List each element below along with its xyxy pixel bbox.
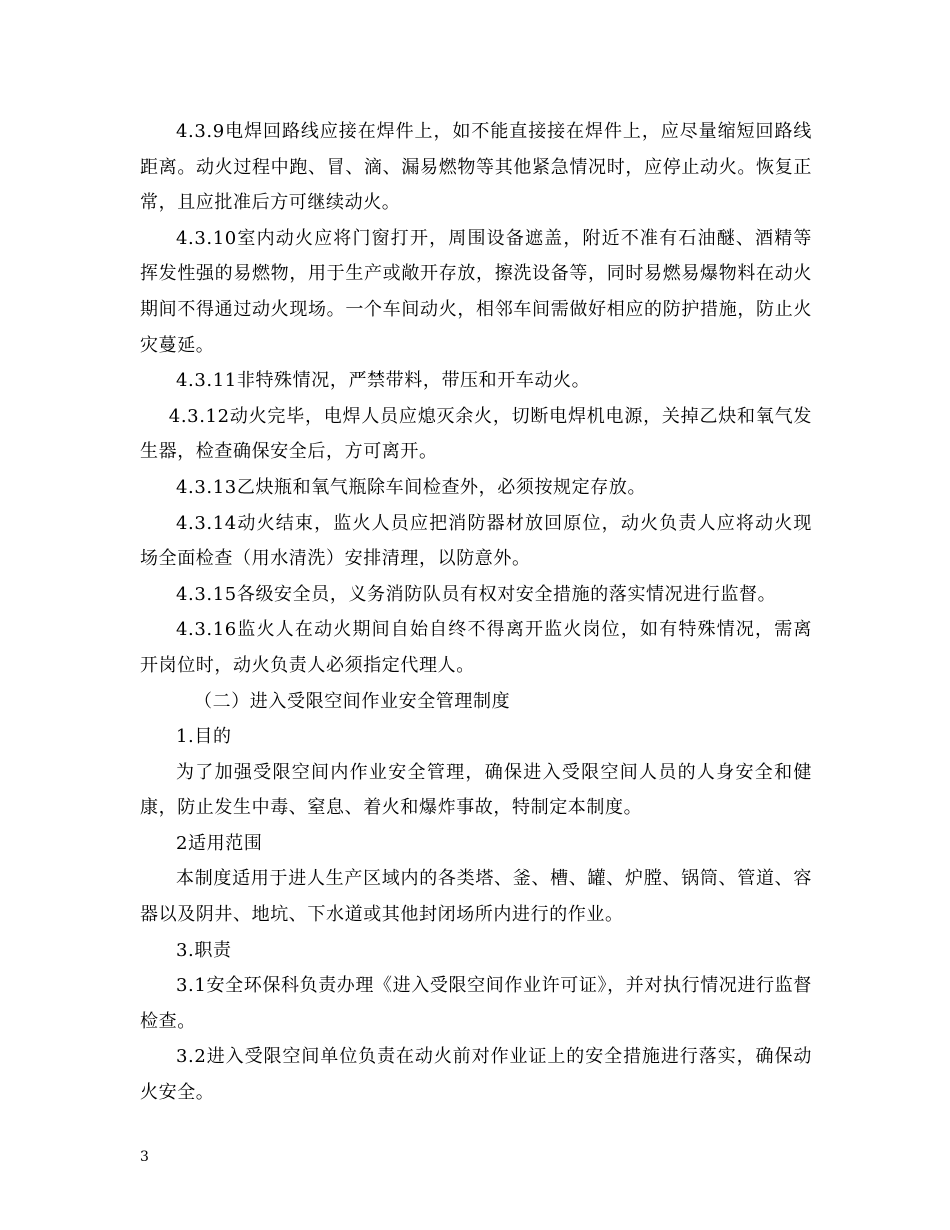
paragraph-3-2: 3.2进入受限空间单位负责在动火前对作业证上的安全措施进行落实，确保动火安全。 — [140, 1046, 812, 1104]
paragraph-3-1: 3.1安全环保科负责办理《进入受限空间作业许可证》，并对执行情况进行监督检查。 — [140, 975, 812, 1032]
heading-scope: 2适用范围 — [176, 832, 263, 854]
heading-responsibilities: 3.职责 — [176, 939, 232, 961]
paragraph-4-3-12: 4.3.12动火完毕，电焊人员应熄灭余火，切断电焊机电源，关掉乙炔和氧气发生器，检查确保安全后，方可离开。 — [140, 405, 812, 463]
paragraph-scope: 本制度适用于进人生产区域内的各类塔、釜、槽、罐、炉膛、锅筒、管道、容器以及阴井、地坑、下水道或其他封闭场所内进行的作业。 — [140, 868, 812, 926]
paragraph-4-3-16: 4.3.16监火人在动火期间自始自终不得离开监火岗位，如有特殊情况，需离开岗位时，动火负责人必须指定代理人。 — [140, 619, 812, 676]
paragraph-4-3-9: 4.3.9电焊回路线应接在焊件上，如不能直接接在焊件上，应尽量缩短回路线距离。动火过程中跑、冒、滴、漏易燃物等其他紧急情况时，应停止动火。恢复正常，且应批准后方可继续动火。 — [140, 121, 812, 214]
paragraph-4-3-15: 4.3.15各级安全员，义务消防队员有权对安全措施的落实情况进行监督。 — [176, 583, 777, 605]
document-body — [140, 114, 812, 1111]
heading-purpose: 1.目的 — [176, 726, 232, 748]
section-heading-confined-space: （二）进入受限空间作业安全管理制度 — [194, 690, 511, 712]
paragraph-4-3-11: 4.3.11非特殊情况，严禁带料，带压和开车动火。 — [176, 370, 591, 392]
paragraph-purpose: 为了加强受限空间内作业安全管理，确保进入受限空间人员的人身安全和健康，防止发生中毒、窒息、着火和爆炸事故，特制定本制度。 — [140, 761, 812, 819]
paragraph-4-3-14: 4.3.14动火结束，监火人员应把消防器材放回原位，动火负责人应将动火现场全面检查（用水清洗）安排清理，以防意外。 — [140, 512, 812, 570]
paragraph-4-3-10: 4.3.10室内动火应将门窗打开，周围设备遮盖，附近不准有石油醚、酒精等挥发性强的易燃物，用于生产或敞开存放，擦洗设备等，同时易燃易爆物料在动火期间不得通过动火现场。一个车间动火，相邻车间需做好相应的防护措施，防止火灾蔓延。 — [140, 227, 812, 356]
paragraph-4-3-13: 4.3.13乙炔瓶和氧气瓶除车间检查外，必须按规定存放。 — [176, 476, 647, 498]
page-number: 3 — [140, 1149, 149, 1165]
